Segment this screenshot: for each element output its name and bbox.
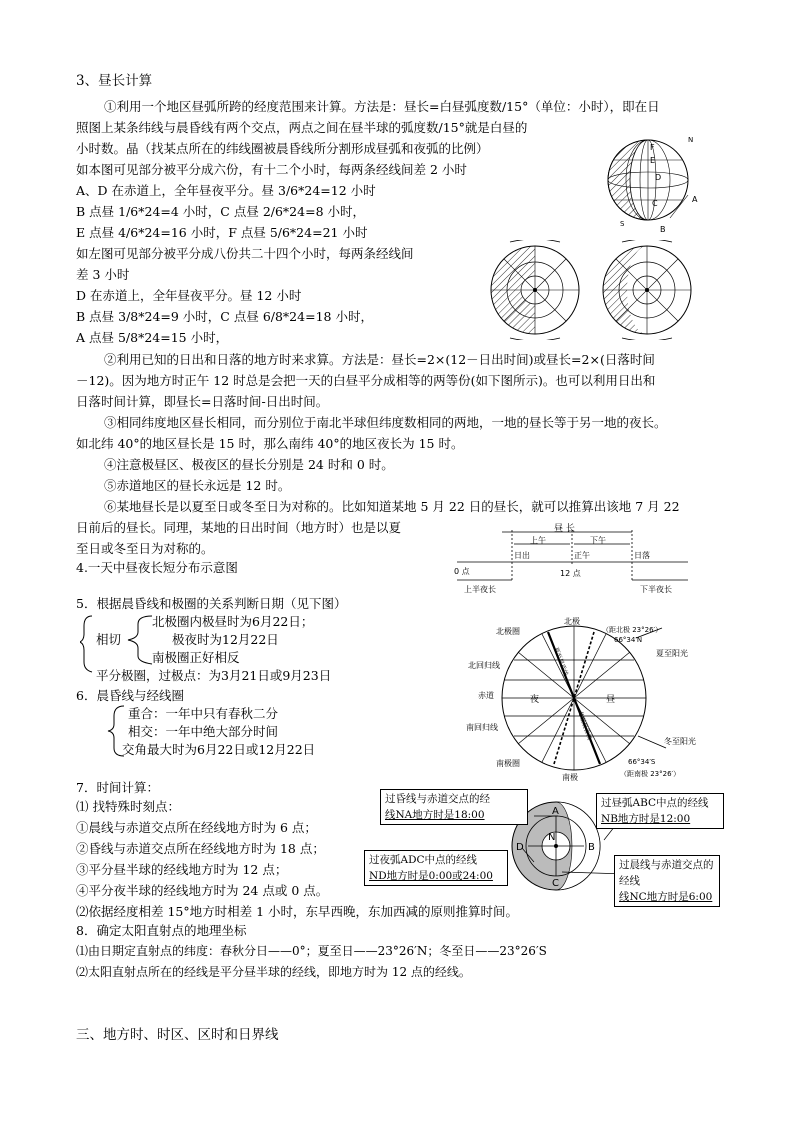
antarctic-label: 南极圈: [496, 759, 520, 768]
s3-p6a: ⑥某地昼长是以夏至日或冬至日为对称的。比如知道某地 5 月 22 日的昼长，就可以推算出该地 7 月 22: [104, 499, 680, 514]
s3-l3: B 点昼 1/6*24=4 小时，C 点昼 2/6*24=8 小时，: [76, 204, 365, 219]
summer-line-label: 夏至晨昏线: [552, 646, 569, 677]
label-D: D: [655, 173, 662, 182]
s3-p6b: 日前后的昼长。同理，某地的日出时间（地方时）也是以夏: [76, 520, 402, 535]
section4-heading: 4.一天中昼夜长短分布示意图: [76, 560, 238, 575]
arctic-label: 北极圈: [496, 627, 520, 636]
daylength-label: 昼 长: [554, 524, 575, 534]
s3-p2b: －12)。因为地方时正午 12 时总是会把一天的白昼平分成相等的两等份(如下图所示)。也可以利用日出和: [76, 373, 656, 388]
afternoon-label: 下午: [590, 536, 606, 545]
globe-figure-abcdef: [600, 130, 710, 240]
noon-label: 正午: [574, 551, 590, 560]
s8-i2: ⑵太阳直射点所在的经线是平分昼半球的经线，即地方时为 12 点的经线。: [76, 965, 471, 979]
equator-label: 赤道: [478, 691, 494, 700]
section5-heading: 5．根据晨昏线和极圈的关系判断日期（见下图）: [76, 596, 347, 611]
label-C: C: [652, 199, 658, 208]
s7-i3: ③平分昼半球的经线地方时为 12 点；: [76, 862, 288, 877]
callout-noon-a: 过昼弧ABC中点的经线: [601, 797, 709, 809]
s8-i1: ⑴由日期定直射点的纬度：春秋分日——0°；夏至日——23°26′N；冬至日——23°26′S: [76, 944, 547, 958]
s7-i2: ②昏线与赤道交点所在经线地方时为 18 点；: [76, 841, 325, 856]
time-label-A: A: [552, 806, 559, 817]
night-label: 夜: [530, 695, 540, 705]
morning-label: 上午: [530, 536, 546, 545]
s3-p6c: 至日或冬至日为对称的。: [76, 541, 214, 556]
callout-noon-b: NB地方时是12:00: [601, 813, 691, 825]
lat-n-label: 66°34′N: [614, 636, 643, 644]
south-pole-label: 南极: [562, 773, 578, 782]
s3-p1a: ①利用一个地区昼弧所跨的经度范围来计算。方法是：昼长=白昼弧度数/15°（单位：小时），即在日: [104, 99, 660, 114]
callout-midnight: [364, 850, 508, 886]
label-F: F: [650, 143, 655, 152]
section8-heading: 8．确定太阳直射点的地理坐标: [76, 923, 247, 938]
s3-p3b: 如北纬 40°的地区昼长是 15 时，那么南纬 40°的地区夜长为 15 时。: [76, 436, 464, 451]
dist-s-label: （距南极 23°26′）: [620, 770, 681, 778]
s5-n2: 极夜时为12月22日: [172, 632, 279, 647]
s3-l9: A 点昼 5/8*24=15 小时，: [76, 330, 229, 345]
s3-l8: B 点昼 3/8*24=9 小时，C 点昼 6/8*24=18 小时，: [76, 309, 373, 324]
sunset-label: 日落: [634, 551, 650, 560]
s3-p3a: ③相同纬度地区昼长相同，而分别位于南北半球但纬度数相同的两地，一地的昼长等于另一地的夜长。: [104, 415, 667, 430]
s3-p5: ⑤赤道地区的昼长永远是 12 时。: [104, 478, 291, 493]
s7-i4: ④平分夜半球的经线地方时为 24 点或 0 点。: [76, 883, 329, 898]
label-B: B: [660, 225, 666, 234]
north-pole-label: 北极: [564, 617, 580, 626]
lat-s-label: 66°34′S: [628, 758, 656, 766]
callout-midnight-a: 过夜弧ADC中点的经线: [369, 854, 478, 866]
s5-n3: 南极圈正好相反: [152, 650, 240, 665]
section6-heading: 6．晨昏线与经线圈: [76, 688, 184, 703]
label-S: S: [620, 220, 625, 228]
s6-b: 相交：一年中绝大部分时间: [128, 724, 279, 739]
s5-n4: 平分极圈，过极点：为3月21日或9月23日: [96, 668, 332, 683]
part3-heading: 三、地方时、时区、区时和日界线: [76, 1027, 279, 1043]
daylength-diagram: [452, 522, 692, 594]
label-A: A: [692, 195, 698, 204]
s7-sub1: ⑴ 找特殊时刻点：: [76, 799, 180, 814]
callout-dawn-line: [614, 855, 720, 907]
callout-dusk-line: [380, 789, 528, 825]
callout-dusk-line-a: 过昏线与赤道交点的经: [385, 793, 490, 805]
s3-p4: ④注意极昼区、极夜区的昼长分别是 24 时和 0 时。: [104, 457, 394, 472]
solstice-globe-figure: [456, 612, 706, 784]
sunrise-label: 日出: [514, 551, 530, 560]
time-label-B: B: [588, 842, 595, 853]
s5-n1: 北极圈内极昼时为6月22日；: [152, 614, 314, 629]
night-pm-label: 下半夜长: [640, 585, 672, 594]
s3-l6: 差 3 小时: [76, 267, 130, 282]
section3-heading: 3、昼长计算: [76, 73, 153, 89]
s3-l1: 如本图可见部分被平分成六份，有十二个小时，每两条经线间差 2 小时: [76, 162, 467, 177]
callout-midnight-b: ND地方时是0:00或24:00: [369, 870, 493, 882]
s3-p1c: 小时数。晶（找某点所在的纬线圈被晨昏线所分割形成昼弧和夜弧的比例）: [76, 141, 489, 156]
label-E: E: [650, 156, 656, 165]
s7-i1: ①晨线与赤道交点所在经线地方时为 6 点；: [76, 820, 317, 835]
section7-heading: 7．时间计算：: [76, 780, 159, 795]
callout-noon: [596, 793, 724, 829]
time-label-D: D: [516, 842, 524, 853]
tangent-label: 相切: [96, 632, 122, 647]
dist-n-label: （距北极 23°26′）: [602, 626, 663, 634]
s3-p2c: 日落时间计算，即昼长=日落时间-日出时间。: [76, 394, 329, 409]
s3-l2: A、D 在赤道上，全年昼夜平分。昼 3/6*24=12 小时: [76, 183, 376, 198]
s3-p1b: 照图上某条纬线与晨昏线有两个交点，两点之间在昼半球的弧度数/15°就是白昼的: [76, 120, 528, 135]
winter-light-label: 冬至阳光: [664, 737, 696, 746]
s3-l7: D 在赤道上，全年昼夜平分。昼 12 小时: [76, 288, 302, 303]
callout-dusk-line-b: 线NA地方时是18:00: [385, 809, 485, 821]
s3-l5: 如左图可见部分被平分成八份共二十四个小时，每两条经线间: [76, 246, 414, 261]
s3-p2a: ②利用已知的日出和日落的地方时来求算。方法是：昼长=2×(12－日出时间)或昼长=2×(日落时间: [104, 352, 655, 367]
label-N: N: [688, 136, 694, 144]
s3-l4: E 点昼 4/6*24=16 小时，F 点昼 5/6*24=21 小时: [76, 225, 368, 240]
summer-light-label: 夏至阳光: [656, 649, 688, 658]
polar-view-figure-left: [480, 240, 590, 340]
s6-c: 交角最大时为6月22日或12月22日: [122, 742, 316, 757]
night-am-label: 上半夜长: [464, 585, 496, 594]
day-label: 昼: [606, 695, 616, 705]
zero-label: 0 点: [454, 567, 470, 576]
callout-dawn-line-a: 过晨线与赤道交点的经线: [619, 859, 714, 887]
time-label-C: C: [552, 878, 559, 889]
tropic-n-label: 北回归线: [468, 661, 500, 670]
noon12-label: 12 点: [560, 569, 581, 578]
s7-sub2: ⑵依据经度相差 15°地方时相差 1 小时，东早西晚，东加西减的原则推算时间。: [76, 904, 519, 919]
polar-view-figure-right: [592, 240, 702, 340]
callout-dawn-line-b: 线NC地方时是6:00: [619, 891, 713, 903]
winter-line-label: 冬至晨昏线: [576, 710, 593, 741]
tropic-s-label: 南回归线: [466, 723, 498, 732]
s6-a: 重合：一年中只有春秋二分: [128, 706, 279, 721]
time-label-N: N: [548, 832, 556, 843]
